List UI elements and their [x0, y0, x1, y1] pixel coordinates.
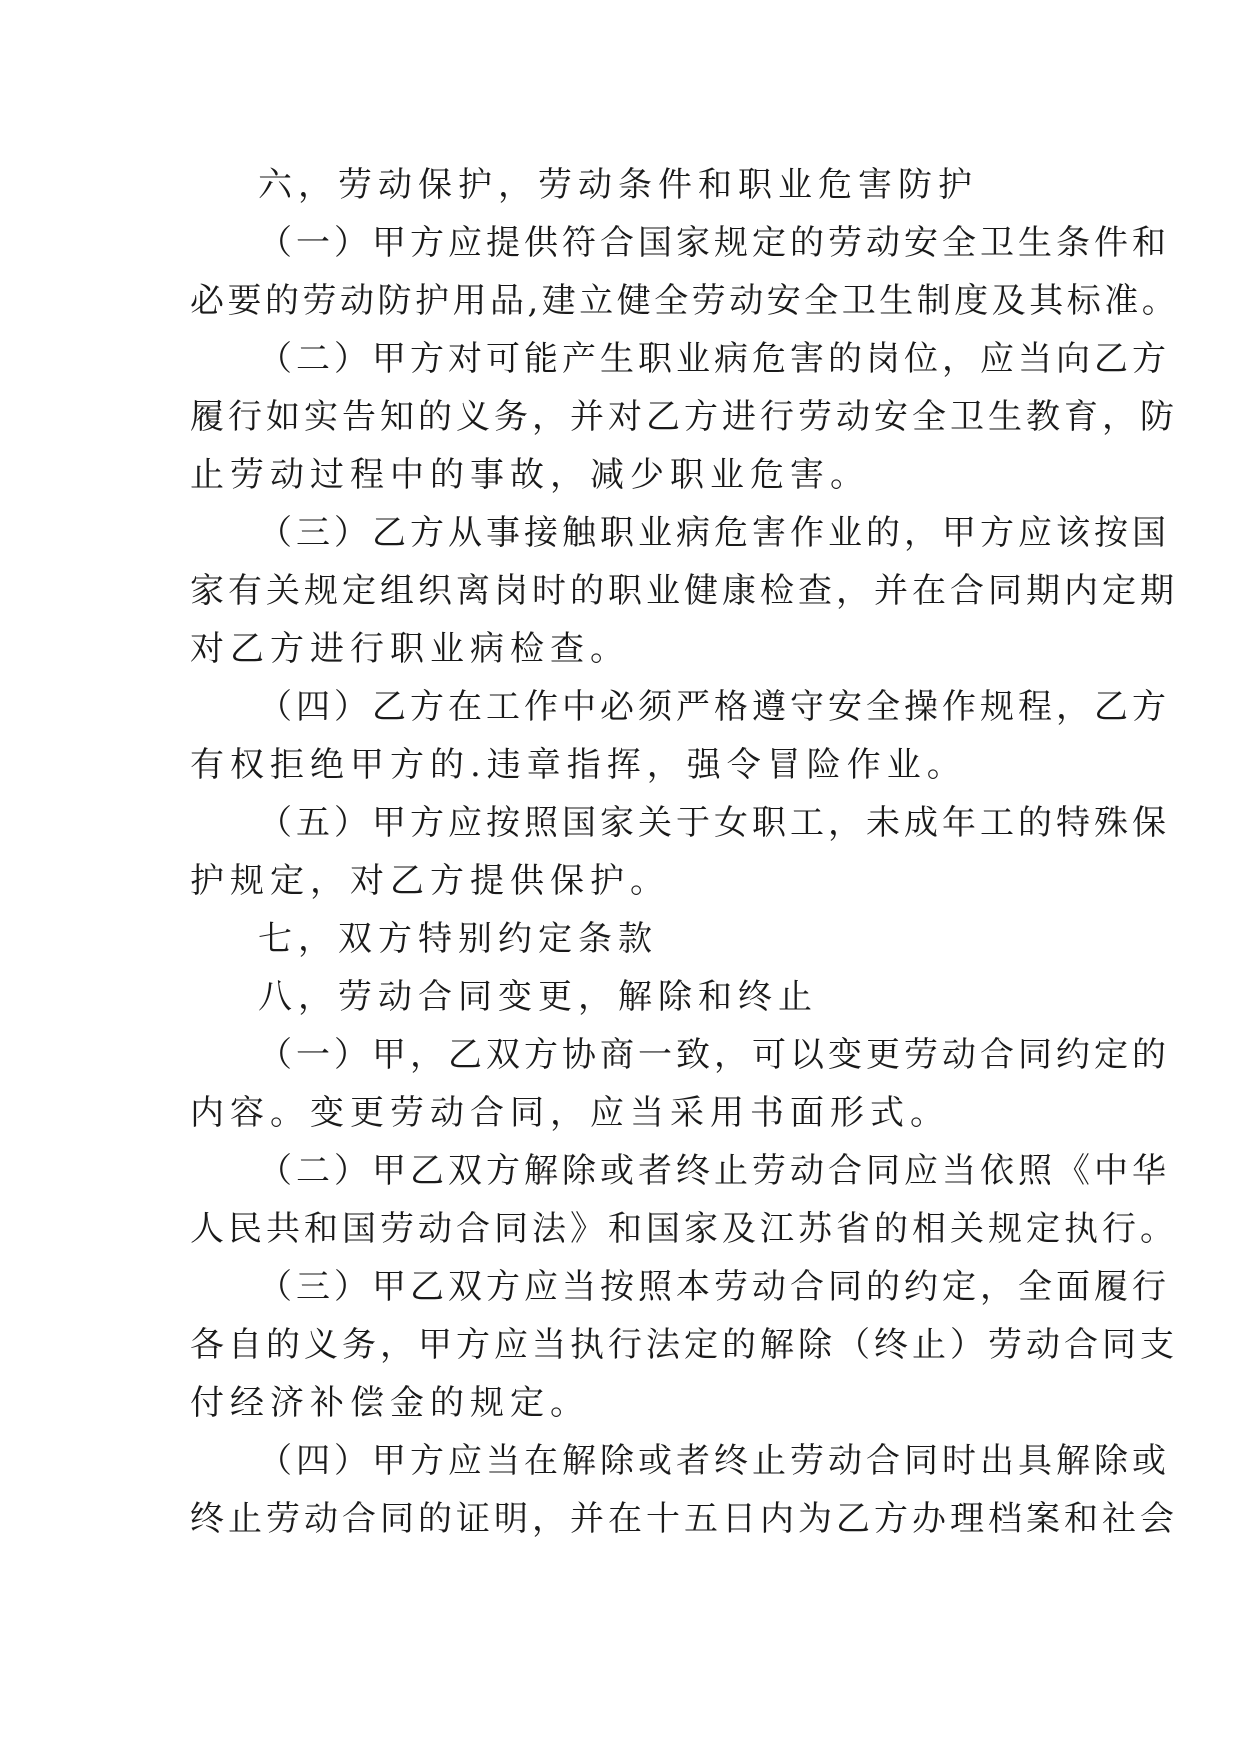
clause-8-3-line-1: （三）甲乙双方应当按照本劳动合同的约定，全面履行: [258, 1267, 1170, 1307]
clause-8-1-line-1: （一）甲，乙双方协商一致，可以变更劳动合同约定的: [258, 1035, 1170, 1075]
clause-6-2-line-1: （二）甲方对可能产生职业病危害的岗位，应当向乙方: [258, 339, 1170, 379]
clause-6-2-line-3: 止劳动过程中的事故，减少职业危害。: [190, 455, 870, 495]
clause-6-1-line-2: 必要的劳动防护用品,建立健全劳动安全卫生制度及其标准。: [190, 281, 1180, 321]
clause-6-2-line-2: 履行如实告知的义务，并对乙方进行劳动安全卫生教育，防: [190, 397, 1178, 437]
clause-6-1-line-1: （一）甲方应提供符合国家规定的劳动安全卫生条件和: [258, 223, 1170, 263]
clause-8-3-line-2: 各自的义务，甲方应当执行法定的解除（终止）劳动合同支: [190, 1325, 1178, 1365]
clause-6-3-line-1: （三）乙方从事接触职业病危害作业的，甲方应该按国: [258, 513, 1170, 553]
clause-6-3-line-2: 家有关规定组织离岗时的职业健康检查，并在合同期内定期: [190, 571, 1178, 611]
clause-6-5-line-1: （五）甲方应按照国家关于女职工，未成年工的特殊保: [258, 803, 1170, 843]
section-heading-8: 八，劳动合同变更，解除和终止: [258, 977, 818, 1017]
clause-6-4-line-1: （四）乙方在工作中必须严格遵守安全操作规程，乙方: [258, 687, 1170, 727]
section-heading-6: 六，劳动保护，劳动条件和职业危害防护: [258, 165, 978, 205]
clause-6-3-line-3: 对乙方进行职业病检查。: [190, 629, 630, 669]
clause-8-1-line-2: 内容。变更劳动合同，应当采用书面形式。: [190, 1093, 950, 1133]
clause-6-4-line-2: 有权拒绝甲方的.违章指挥，强令冒险作业。: [190, 745, 967, 785]
clause-6-5-line-2: 护规定，对乙方提供保护。: [190, 861, 670, 901]
clause-8-2-line-1: （二）甲乙双方解除或者终止劳动合同应当依照《中华: [258, 1151, 1170, 1191]
clause-8-4-line-2: 终止劳动合同的证明，并在十五日内为乙方办理档案和社会: [190, 1499, 1178, 1539]
clause-8-3-line-3: 付经济补偿金的规定。: [190, 1383, 590, 1423]
section-heading-7: 七，双方特别约定条款: [258, 919, 658, 959]
clause-8-2-line-2: 人民共和国劳动合同法》和国家及江苏省的相关规定执行。: [190, 1209, 1178, 1249]
clause-8-4-line-1: （四）甲方应当在解除或者终止劳动合同时出具解除或: [258, 1441, 1170, 1481]
